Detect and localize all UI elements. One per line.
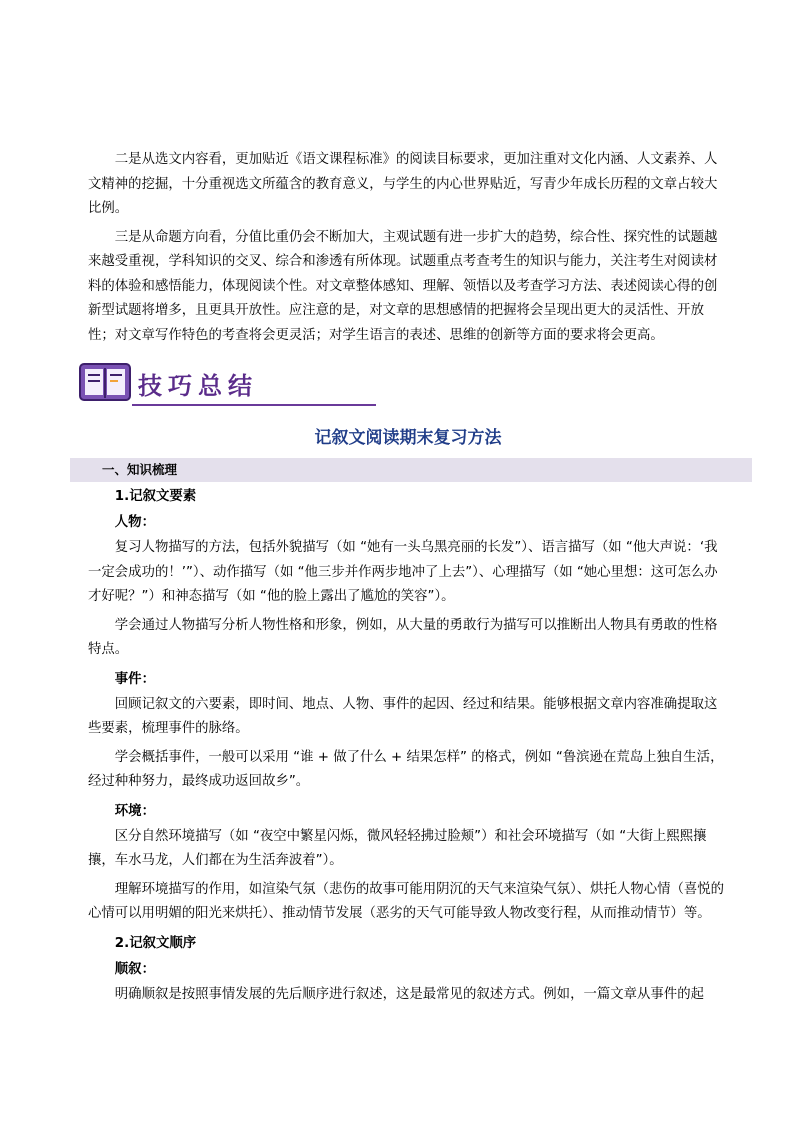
paragraph-environment-2: 理解环境描写的作用，如渲染气氛（悲伤的故事可能用阴沉的天气来渲染气氛）、烘托人物心情（喜悦的心情可以用明媚的阳光来烘托）、推动情节发展（恶劣的天气可能导致人物改变行程，从而推动情节）等。: [88, 881, 725, 921]
section-title: 记叙文阅读期末复习方法: [314, 428, 502, 448]
paragraph-person-1: 复习人物描写的方法，包括外貌描写（如 “她有一头乌黑亮丽的长发”）、语言描写（如 “他大声说：‘我一定会成功的！’”）、动作描写（如 “他三步并作两步地冲了上去”）、心理描写（如 “她心里想：这可怎么办才好呢？”）和神态描写（如 “他的脸上露出了尴尬的笑容”）。: [88, 540, 718, 604]
content-area: [88, 148, 728, 1011]
book-icon: [78, 362, 132, 404]
skills-summary-banner: [78, 358, 728, 410]
intro-paragraph-2: 二是从选文内容看，更加贴近《语文课程标准》的阅读目标要求，更加注重对文化内涵、人文素养、人文精神的挖掘，十分重视选文所蕴含的教育意义，与学生的内心世界贴近，写青少年成长历程的文章占较大比例。: [88, 152, 718, 216]
paragraph-chronological-1: 明确顺叙是按照事情发展的先后顺序进行叙述，这是最常见的叙述方式。例如，一篇文章从事件的起: [114, 986, 704, 1002]
banner-title: 技巧总结: [138, 371, 258, 400]
label-event: 事件：: [114, 671, 155, 687]
label-environment: 环境：: [114, 803, 155, 819]
intro-paragraph-3: 三是从命题方向看，分值比重仍会不断加大，主观试题有进一步扩大的趋势，综合性、探究性的试题越来越受重视，学科知识的交叉、综合和渗透有所体现。试题重点考查考生的知识与能力，关注考生对阅读材料的体验和感悟能力，体现阅读个性。对文章整体感知、理解、领悟以及考查学习方法、表述阅读心得的创新型试题将增多，且更具开放性。应注意的是，对文章的思想感情的把握将会呈现出更大的灵活性、开放性；对文章写作特色的考查将会更灵活；对学生语言的表述、思维的创新等方面的要求将会更高。: [88, 229, 718, 343]
label-chronological: 顺叙：: [114, 961, 155, 977]
paragraph-event-1: 回顾记叙文的六要素，即时间、地点、人物、事件的起因、经过和结果。能够根据文章内容准确提取这些要素，梳理事件的脉络。: [88, 696, 718, 736]
heading-order: 2.记叙文顺序: [114, 935, 197, 951]
paragraph-event-2: 学会概括事件，一般可以采用 “谁 + 做了什么 + 结果怎样” 的格式，例如 “鲁滨逊在荒岛上独自生活，经过种种努力，最终成功返回故乡”。: [88, 749, 724, 789]
heading-elements: 1.记叙文要素: [114, 489, 197, 504]
paragraph-environment-1: 区分自然环境描写（如 “夜空中繁星闪烁，微风轻轻拂过脸颊”）和社会环境描写（如 “大街上熙熙攘攘，车水马龙，人们都在为生活奔波着”）。: [88, 828, 707, 868]
label-person: 人物：: [114, 515, 155, 530]
paragraph-person-2: 学会通过人物描写分析人物性格和形象，例如，从大量的勇敢行为描写可以推断出人物具有勇敢的性格特点。: [88, 617, 718, 657]
knowledge-bar: 一、知识梳理: [70, 458, 752, 482]
banner-underline: [132, 404, 376, 406]
